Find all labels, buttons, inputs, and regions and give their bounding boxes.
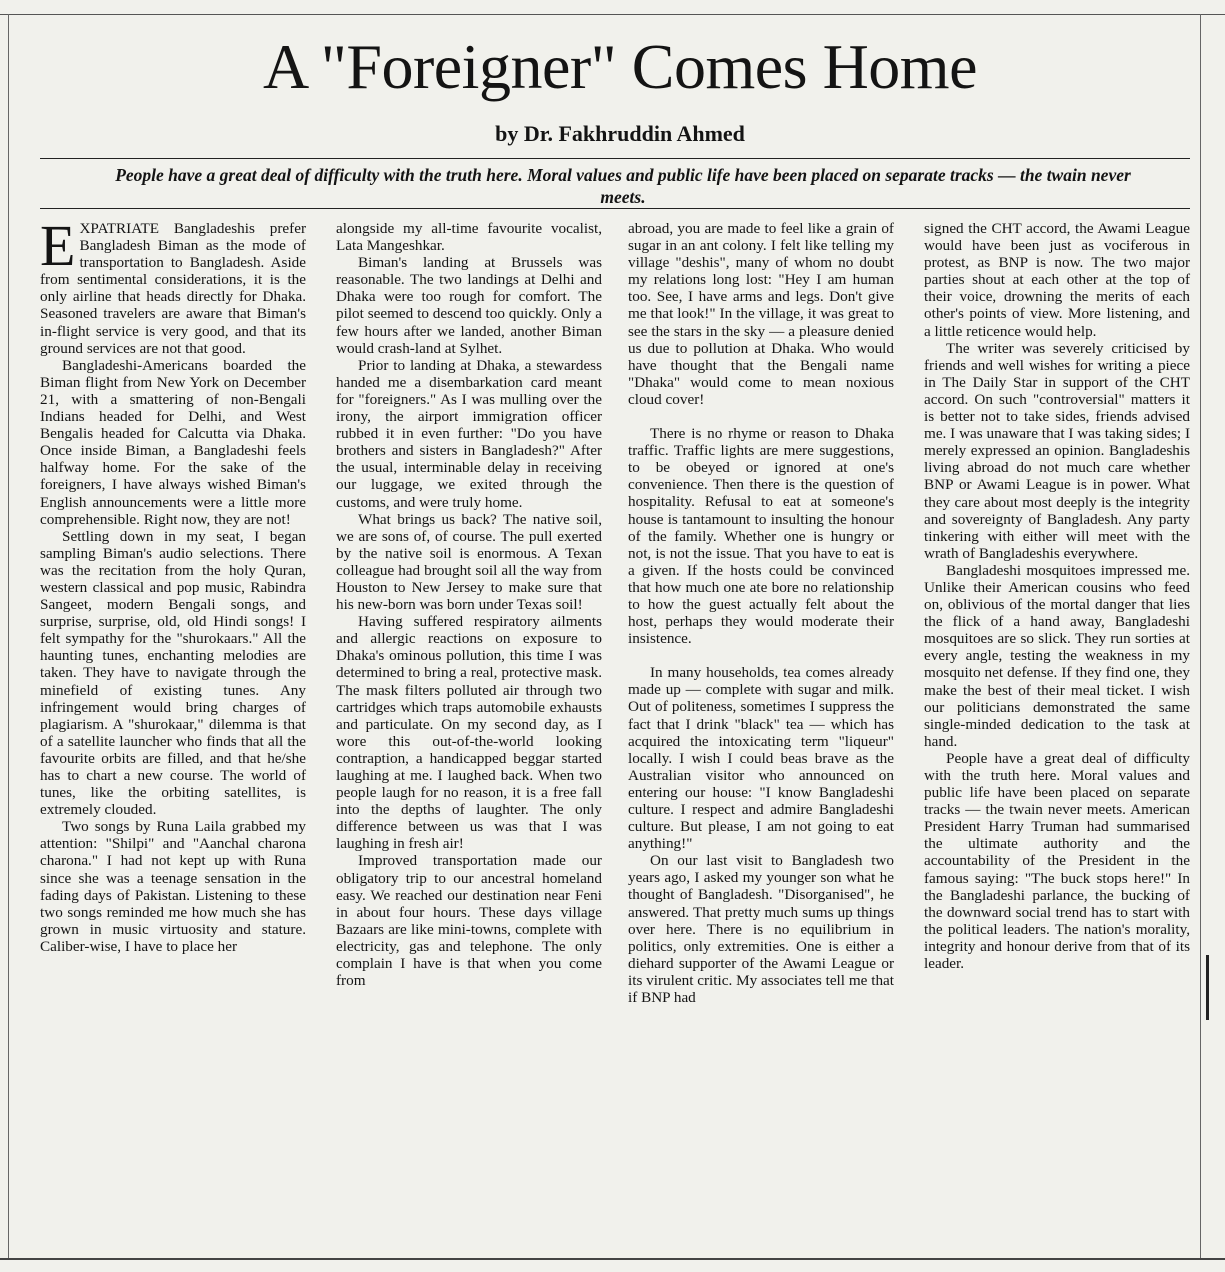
paragraph: alongside my all-time favourite vocalist, Lata Mangeshkar. — [336, 220, 602, 255]
paragraph: Prior to landing at Dhaka, a stewardess handed me a disembarkation card meant for "foreigners." As I was mulling over the irony, the airport immigration officer rubbed it in even further: "Do you have brothers and sisters in Bangladesh?" After the usual, interminable delay in receiving our luggage, we exited through the customs, and were truly home. — [336, 356, 602, 511]
paragraph: abroad, you are made to feel like a grain of sugar in an ant colony. I felt like telling my village "deshis", many of whom no doubt my relations long lost: "Hey I am human too. See, I have arms and legs. Don't give me that look!" In the village, it was great to see the stars in the sky — a pleasure denied us due to pollution at Dhaka. Who would have thought that the Bengali name "Dhaka" would come to mean noxious cloud cover! — [628, 220, 894, 408]
paragraph: Two songs by Runa Laila grabbed my attention: "Shilpi" and "Aanchal charona charona." I had not kept up with Runa since she was a teenage sensation in the fading days of Pakistan. Listening to these two songs reminded me how much she has grown in music virtuosity and stature. Caliber-wise, I have to place her — [40, 818, 306, 955]
paragraph: Bangladeshi mosquitoes impressed me. Unlike their American cousins who feed on, oblivious of the mortal danger that lies the flick of a hand away, Bangladeshi mosquitoes are so slick. They run sorties at every angle, testing the weakness in my mosquito net defense. If they find one, they make the best of their meal ticket. I wish our politicians demonstrated the same single-minded dedication to the task at hand. — [924, 561, 1190, 750]
deck-top-rule — [40, 158, 1190, 159]
top-rule — [0, 14, 1225, 15]
right-border — [1200, 14, 1201, 1258]
paragraph: People have a great deal of difficulty with the truth here. Moral values and public life have been placed on separate tracks — the twain never meets. American President Harry Truman had summarised the ultimate authority and the accountability of the President in the famous saying: "The buck stops here!" In the Bangladeshi parlance, the bucking of the downward social trend has to start with the political leaders. The nation's morality, integrity and honour derive from that of its leader. — [924, 749, 1190, 973]
paragraph: What brings us back? The native soil, we are sons of, of course. The pull exerted by the native soil is enormous. A Texan colleague had brought soil all the way from Houston to New Jersey to make sure that his new-born was born under Texas soil! — [336, 510, 602, 614]
bottom-rule — [0, 1258, 1225, 1260]
paragraph: Having suffered respiratory ailments and allergic reactions on exposure to Dhaka's ominous pollution, this time I was determined to bring a real, protective mask. The mask filters polluted air through two cartridges which traps automobile exhausts and particulate. On my second day, as I wore this out-of-the-world looking contraption, a handicapped beggar started laughing at me. I laughed back. When two people laugh for no reason, it is a free fall into the depths of laughter. The only difference between us was that I was laughing in fresh air! — [336, 613, 602, 853]
paragraph: Improved transportation made our obligatory trip to our ancestral homeland easy. We reached our destination near Feni in about four hours. These days village Bazaars are like mini-towns, complete with electricity, gas and telephone. The only complain I have is that when you come from — [336, 852, 602, 990]
deck-bottom-rule — [40, 208, 1190, 209]
paragraph: On our last visit to Bangladesh two years ago, I asked my younger son what he thought of Bangladesh. "Disorganised", he answered. That pretty much sums up things over here. There is no equilibrium in politics, only extremities. One is either a diehard supporter of the Awami League or its virulent critic. My associates tell me that if BNP had — [628, 852, 894, 1007]
paragraph: Bangladeshi-Americans boarded the Biman flight from New York on December 21, with a smattering of non-Bengali Indians headed for Delhi, and West Bengalis headed for Calcutta via Dhaka. Once inside Biman, a Bangladeshi feels halfway home. For the sake of the foreigners, I have always wished Biman's English announcements were a little more comprehensible. Right now, they are not! — [40, 356, 306, 528]
paragraph: Settling down in my seat, I began sampling Biman's audio selections. There was the recitation from the holy Quran, western classical and pop music, Rabindra Sangeet, modern Bengali songs, and surprise, surprise, old, old Hindi songs! I felt sympathy for the "shurokaars." All the haunting tunes, enchanting melodies are taken. They have to navigate through the minefield of existing tunes. Any infringement would bring charges of plagiarism. A "shurokaar," dilemma is that of a satellite launcher who finds that all the favourite orbits are filled, and that he/she has to chart a new course. The world of tunes, like the orbiting satellites, is extremely clouded. — [40, 527, 306, 819]
article-column-2 — [336, 220, 602, 989]
paragraph: signed the CHT accord, the Awami League would have been just as vociferous in protest, as BNP is now. The two major parties shout at each other at the top of their voice, drowning the merits of each other's points of view. More listening, and a little reticence would help. — [924, 220, 1190, 340]
adjacent-column-marker — [1206, 955, 1209, 1020]
paragraph: In many households, tea comes already made up — complete with sugar and milk. Out of politeness, sometimes I suppress the fact that I drink "black" tea — which has acquired the intoxicating term "liqueur" locally. I wish I could beas brave as the Australian visitor who announced on entering our house: "I know Bangladeshi culture. I respect and admire Bangladeshi culture. But please, I am not going to eat anything!" — [628, 664, 894, 853]
byline: by Dr. Fakhruddin Ahmed — [495, 121, 745, 146]
article-title: A "Foreigner" Comes Home — [263, 31, 977, 102]
article-column-1 — [40, 213, 306, 955]
deck-pull-quote: People have a great deal of difficulty with the truth here. Moral values and public life have been placed on separate tracks — the twain never meets. — [115, 165, 1131, 207]
article-column-3 — [628, 220, 894, 1006]
article-column-4 — [924, 220, 1190, 972]
paragraph-text: XPATRIATE Bangladeshis prefer Bangladesh Biman as the mode of transportation to Bangladesh. Aside from sentimental considerations, it is the only airline that heads directly for Dhaka. Seasoned travelers are aware that Biman's in-flight service is very good, and that its ground services are not that good. — [40, 220, 306, 357]
paragraph: There is no rhyme or reason to Dhaka traffic. Traffic lights are mere suggestions, to be obeyed or ignored at one's convenience. Then there is the question of hospitality. Refusal to eat at someone's house is tantamount to insulting the honour of the family. Whether one is hungry or not, is not the issue. That you have to eat is a given. If the hosts could be convinced that how much one ate bore no relationship to how the guest actually felt about the host, perhaps they would moderate their insistence. — [628, 425, 894, 648]
paragraph: The writer was severely criticised by friends and well wishes for writing a piece in The Daily Star in support of the CHT accord. On such "controversial" matters it is better not to take sides, friends advised me. I was unaware that I was taking sides; I merely expressed an opinion. Bangladeshis living abroad do not much care whether BNP or Awami League is in power. What they care about most deeply is the integrity and sovereignty of Bangladesh. Any party tinkering with either will meet with the wrath of Bangladeshis everywhere. — [924, 339, 1190, 562]
paragraph: Biman's landing at Brussels was reasonable. The two landings at Delhi and Dhaka were too rough for comfort. The pilot seemed to descend too quickly. Only a few hours after we landed, another Biman would crash-land at Sylhet. — [336, 254, 602, 357]
drop-cap: E — [40, 213, 76, 278]
paragraph — [40, 213, 306, 357]
left-border — [8, 14, 9, 1258]
